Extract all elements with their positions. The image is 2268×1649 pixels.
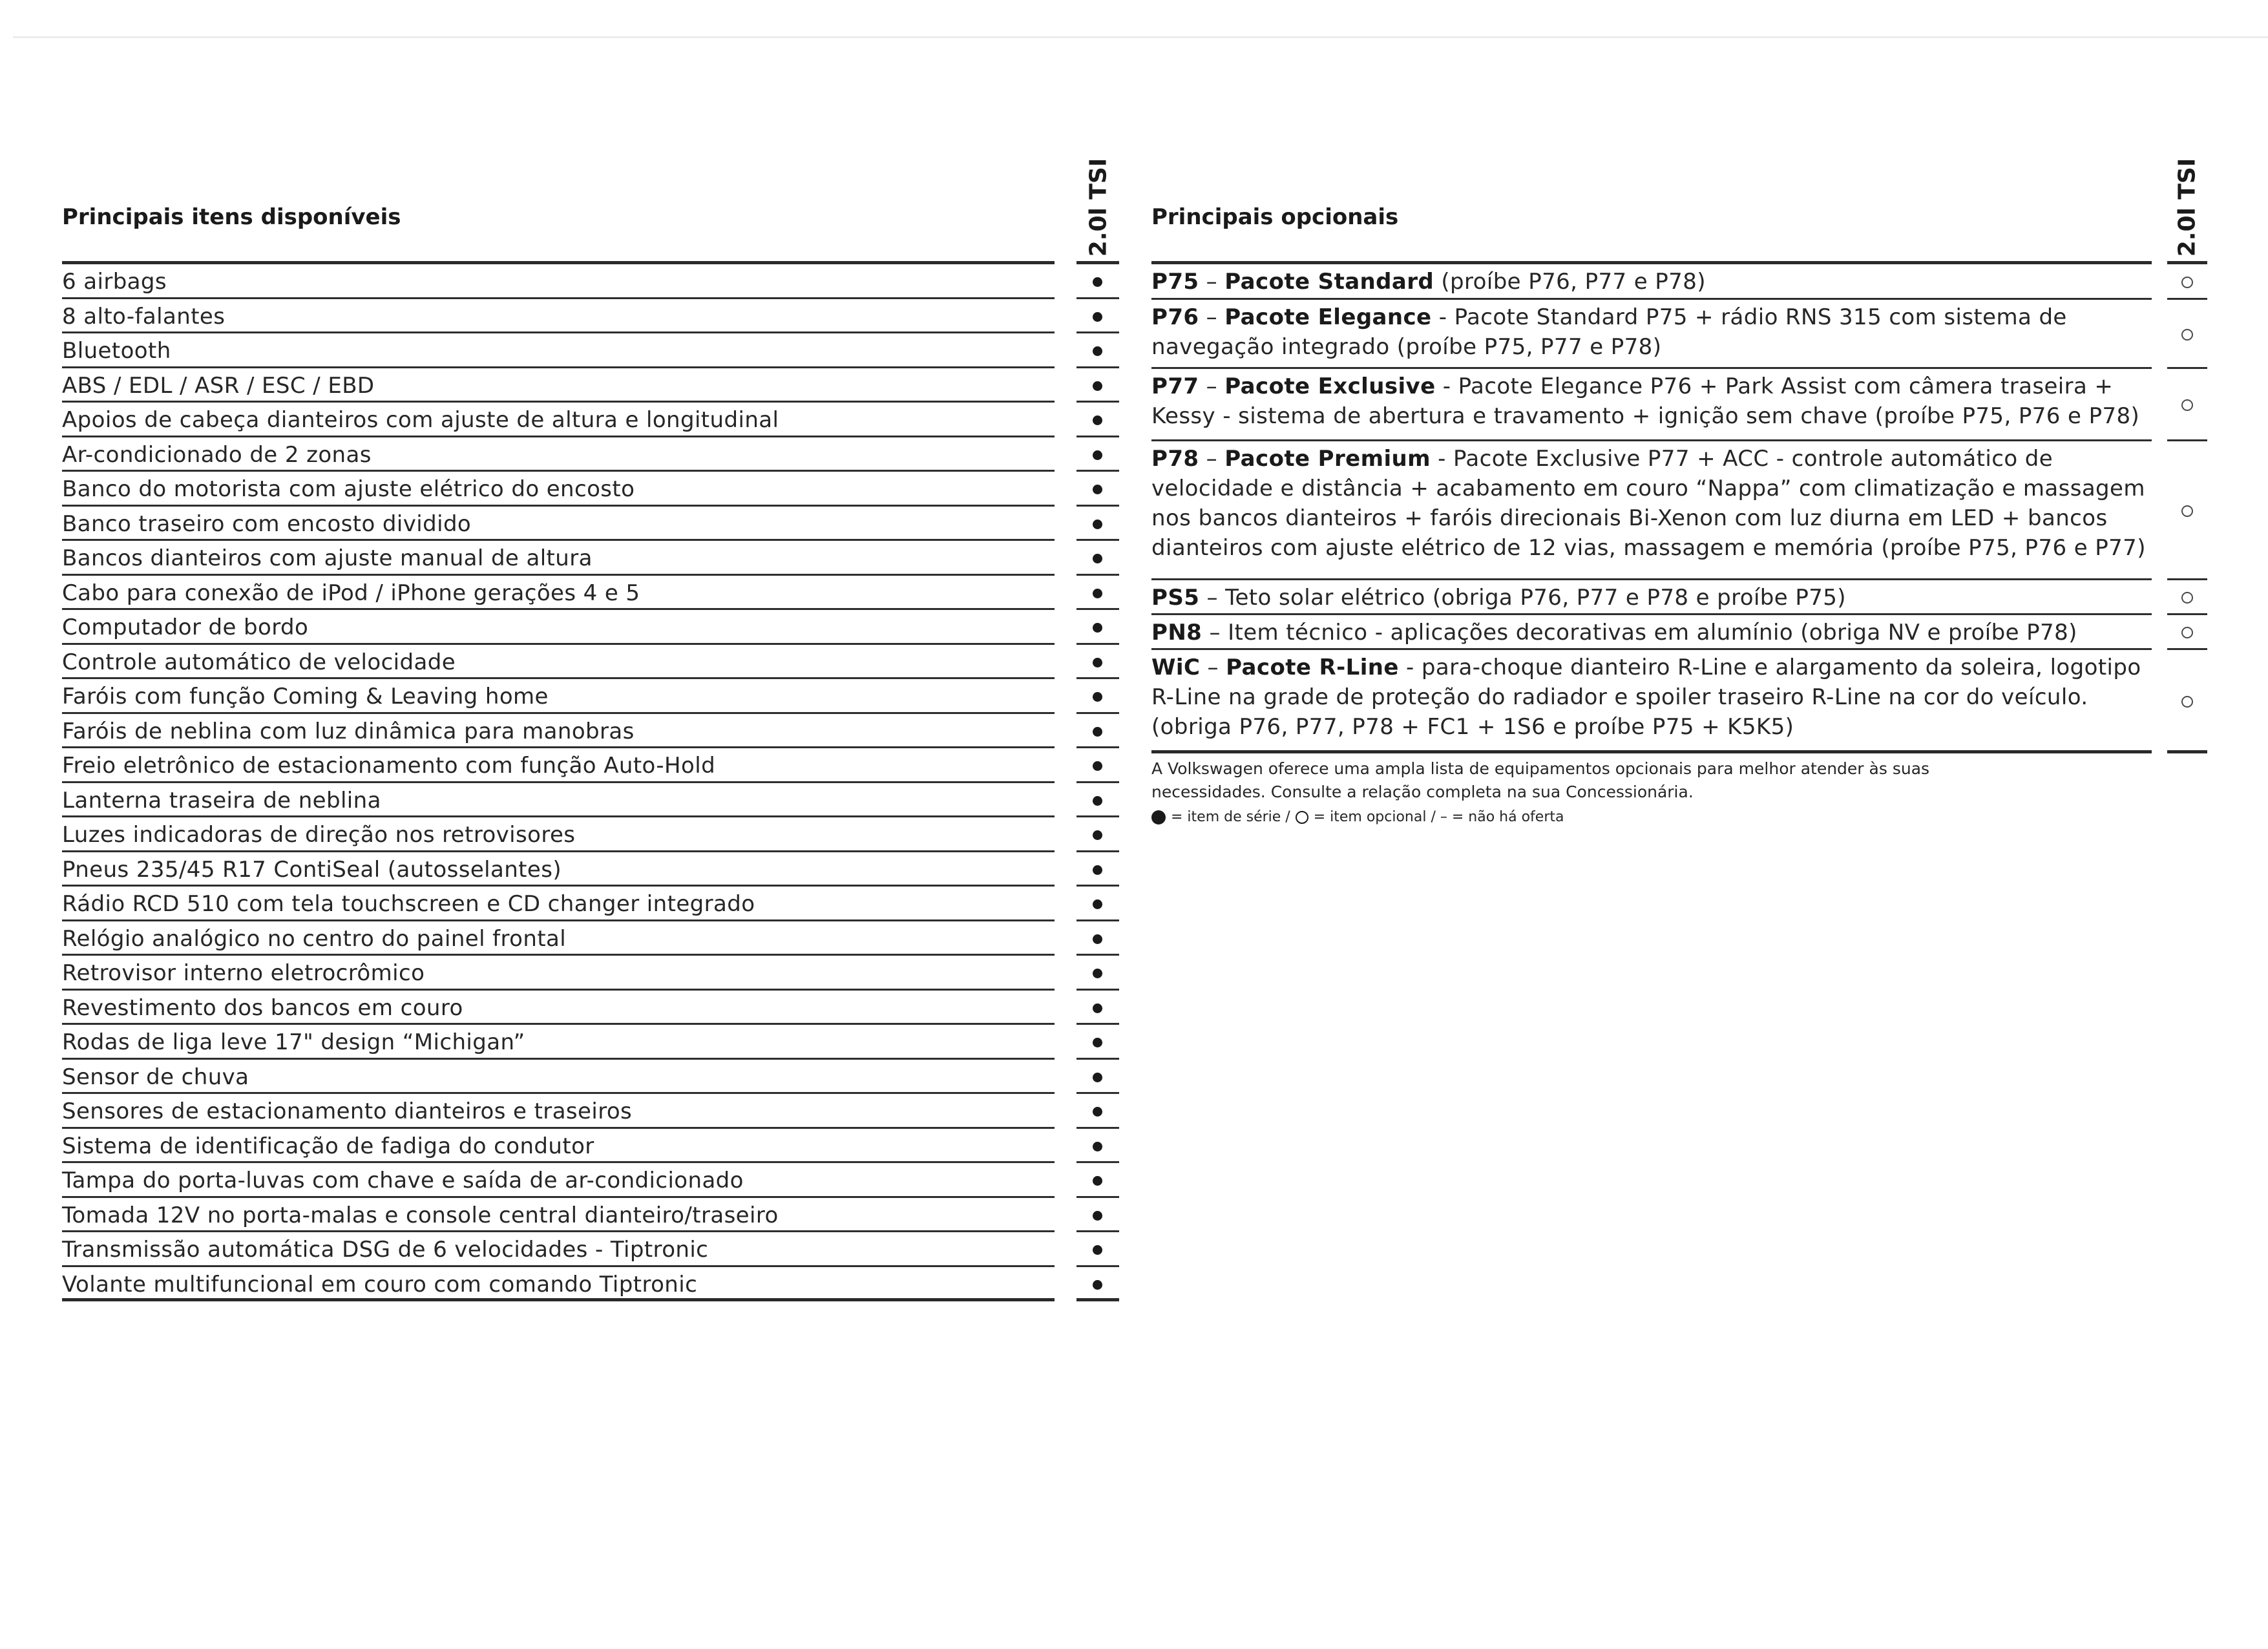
option-row bbox=[1151, 300, 2152, 369]
left-mark-cell bbox=[1076, 1025, 1119, 1060]
legend-optional-text: = item opcional / – = não há oferta bbox=[1313, 809, 1564, 825]
right-column-header bbox=[2168, 159, 2207, 256]
standard-dot-icon bbox=[1093, 415, 1102, 425]
left-item-row bbox=[62, 1025, 1055, 1060]
left-item-label: Banco traseiro com encosto dividido bbox=[62, 510, 472, 537]
left-item-row bbox=[62, 437, 1055, 472]
option-description: - Pacote Standard P75 + rádio RNS 315 com sistema de navegação integrado (proíbe P75, P77 e P78) bbox=[1151, 304, 2067, 360]
optional-ring-icon bbox=[2181, 696, 2193, 708]
option-description: - Pacote Elegance P76 + Park Assist com câmera traseira + Kessy - sistema de abertura e travamento + ignição sem chave (proíbe P75, P76 e P78) bbox=[1151, 373, 2140, 429]
option-code: P76 bbox=[1151, 304, 1199, 330]
left-item-label: Controle automático de velocidade bbox=[62, 649, 456, 675]
left-mark-cell bbox=[1076, 991, 1119, 1025]
option-mark-cell bbox=[2167, 580, 2207, 615]
option-row bbox=[1151, 615, 2152, 650]
left-mark-cell bbox=[1076, 921, 1119, 956]
legend bbox=[1151, 809, 1564, 825]
option-separator: – bbox=[1199, 269, 1225, 295]
standard-dot-icon bbox=[1093, 1245, 1102, 1255]
standard-dot-icon bbox=[1093, 1142, 1102, 1151]
left-mark-cell bbox=[1076, 368, 1119, 403]
left-item-row bbox=[62, 541, 1055, 576]
left-item-label: 8 alto-falantes bbox=[62, 303, 226, 330]
left-item-row bbox=[62, 610, 1055, 645]
left-item-row bbox=[62, 333, 1055, 368]
left-column-header-label: 2.0l TSI bbox=[1085, 158, 1112, 257]
left-mark-cell bbox=[1076, 1129, 1119, 1164]
left-item-row bbox=[62, 921, 1055, 956]
left-mark-cell bbox=[1076, 1163, 1119, 1198]
left-item-row bbox=[62, 714, 1055, 749]
left-mark-cell bbox=[1076, 610, 1119, 645]
option-text bbox=[1151, 369, 2152, 431]
standard-dot-icon bbox=[1093, 1176, 1102, 1186]
standard-dot-icon bbox=[1093, 761, 1102, 771]
standard-dot-icon bbox=[1093, 1107, 1102, 1117]
option-description: - para-choque dianteiro R-Line e alargamento da soleira, logotipo R-Line na grade de proteção do radiador e spoiler traseiro R-Line na cor do veículo. (obriga P76, P77, P78 + FC1 + 1S6 e proíbe P75 + K5K5) bbox=[1151, 655, 2141, 740]
left-item-label: Rádio RCD 510 com tela touchscreen e CD changer integrado bbox=[62, 891, 755, 917]
left-mark-cell bbox=[1076, 1060, 1119, 1095]
left-mark-cell bbox=[1076, 956, 1119, 991]
option-mark-cell bbox=[2167, 615, 2207, 650]
option-row bbox=[1151, 441, 2152, 580]
option-separator: – bbox=[1199, 373, 1225, 399]
right-items-list bbox=[1151, 264, 2152, 753]
footnote: A Volkswagen oferece uma ampla lista de equipamentos opcionais para melhor atender às suas necessidades. Consulte a relação completa na sua Concessionária. bbox=[1151, 759, 1930, 801]
right-marks-column bbox=[2167, 264, 2207, 753]
standard-dot-icon bbox=[1093, 1280, 1102, 1290]
left-item-label: Luzes indicadoras de direção nos retrovisores bbox=[62, 822, 576, 848]
optional-ring-icon bbox=[2181, 329, 2193, 341]
option-separator: – bbox=[1200, 655, 1226, 680]
left-item-label: Retrovisor interno eletrocrômico bbox=[62, 960, 425, 986]
left-item-row bbox=[62, 264, 1055, 299]
standard-dot-icon bbox=[1093, 1211, 1102, 1221]
left-item-row bbox=[62, 852, 1055, 887]
left-item-row bbox=[62, 368, 1055, 403]
left-mark-cell bbox=[1076, 333, 1119, 368]
left-mark-cell bbox=[1076, 1198, 1119, 1233]
option-description: Item técnico - aplicações decorativas em alumínio (obriga NV e proíbe P78) bbox=[1228, 620, 2077, 646]
left-item-row bbox=[62, 887, 1055, 921]
left-item-label: Rodas de liga leve 17" design “Michigan” bbox=[62, 1029, 525, 1055]
left-item-label: Sensor de chuva bbox=[62, 1064, 249, 1090]
left-mark-cell bbox=[1076, 748, 1119, 783]
option-mark-cell bbox=[2167, 264, 2207, 300]
option-package-name: Pacote Exclusive bbox=[1224, 373, 1436, 399]
left-item-label: Relógio analógico no centro do painel frontal bbox=[62, 925, 567, 952]
option-description: (proíbe P76, P77 e P78) bbox=[1434, 269, 1706, 295]
standard-dot-icon bbox=[1093, 692, 1102, 702]
option-text bbox=[1151, 441, 2152, 563]
standard-dot-icon bbox=[1093, 969, 1102, 978]
left-item-row bbox=[62, 956, 1055, 991]
left-item-row bbox=[62, 1267, 1055, 1302]
option-description: Teto solar elétrico (obriga P76, P77 e P78 e proíbe P75) bbox=[1225, 585, 1846, 611]
option-code: P78 bbox=[1151, 446, 1199, 472]
left-mark-cell bbox=[1076, 576, 1119, 611]
option-row bbox=[1151, 264, 2152, 300]
left-item-label: Tomada 12V no porta-malas e console central dianteiro/traseiro bbox=[62, 1202, 779, 1228]
legend-standard-dot-icon bbox=[1151, 810, 1166, 824]
left-item-label: Lanterna traseira de neblina bbox=[62, 787, 381, 814]
option-mark-cell bbox=[2167, 650, 2207, 753]
optional-ring-icon bbox=[2181, 399, 2193, 411]
standard-dot-icon bbox=[1093, 623, 1102, 633]
optional-ring-icon bbox=[2181, 592, 2193, 604]
optional-ring-icon bbox=[2181, 505, 2193, 517]
left-item-row bbox=[62, 403, 1055, 437]
left-item-label: Revestimento dos bancos em couro bbox=[62, 994, 463, 1021]
scan-top-edge bbox=[13, 36, 2268, 38]
standard-dot-icon bbox=[1093, 865, 1102, 875]
option-package-name: Pacote Premium bbox=[1224, 446, 1431, 472]
left-item-label: Ar-condicionado de 2 zonas bbox=[62, 441, 372, 468]
left-item-row bbox=[62, 645, 1055, 680]
option-separator: – bbox=[1199, 446, 1225, 472]
left-mark-cell bbox=[1076, 472, 1119, 507]
left-mark-cell bbox=[1076, 679, 1119, 714]
left-item-row bbox=[62, 1129, 1055, 1164]
left-mark-cell bbox=[1076, 1094, 1119, 1129]
standard-dot-icon bbox=[1093, 450, 1102, 460]
left-item-row bbox=[62, 1232, 1055, 1267]
option-row bbox=[1151, 650, 2152, 753]
right-section-title: Principais opcionais bbox=[1151, 204, 1399, 230]
option-description: - Pacote Exclusive P77 + ACC - controle automático de velocidade e distância + acabamento em couro “Nappa” com climatização e massagem nos bancos dianteiros + faróis direcionais Bi-Xenon com luz diurna em LED + bancos dianteiros com ajuste elétrico de 12 vias, massagem e memória (proíbe P75, P76 e P77) bbox=[1151, 446, 2146, 561]
left-mark-cell bbox=[1076, 264, 1119, 299]
option-separator: – bbox=[1199, 304, 1225, 330]
left-mark-cell bbox=[1076, 645, 1119, 680]
option-code: P75 bbox=[1151, 269, 1199, 295]
left-item-row bbox=[62, 679, 1055, 714]
standard-dot-icon bbox=[1093, 1038, 1102, 1047]
standard-dot-icon bbox=[1093, 796, 1102, 806]
right-column-header-label: 2.0l TSI bbox=[2174, 158, 2201, 257]
standard-dot-icon bbox=[1093, 727, 1102, 737]
left-item-row bbox=[62, 783, 1055, 818]
left-section-title: Principais itens disponíveis bbox=[62, 204, 401, 230]
left-item-label: Cabo para conexão de iPod / iPhone gerações 4 e 5 bbox=[62, 580, 640, 606]
left-item-label: Faróis com função Coming & Leaving home bbox=[62, 684, 549, 709]
option-text bbox=[1151, 615, 2152, 647]
standard-dot-icon bbox=[1093, 381, 1102, 391]
left-item-label: Transmissão automática DSG de 6 velocidades - Tiptronic bbox=[62, 1237, 709, 1263]
left-item-label: ABS / EDL / ASR / ESC / EBD bbox=[62, 372, 375, 399]
left-item-label: Banco do motorista com ajuste elétrico do encosto bbox=[62, 476, 635, 502]
option-code: PS5 bbox=[1151, 585, 1200, 611]
left-mark-cell bbox=[1076, 887, 1119, 921]
left-item-row bbox=[62, 1198, 1055, 1233]
standard-dot-icon bbox=[1093, 520, 1102, 529]
option-separator: – bbox=[1202, 620, 1228, 646]
option-row bbox=[1151, 369, 2152, 441]
left-item-row bbox=[62, 817, 1055, 852]
left-column-header bbox=[1079, 159, 1118, 256]
standard-dot-icon bbox=[1093, 1073, 1102, 1082]
standard-dot-icon bbox=[1093, 1003, 1102, 1013]
option-package-name: Pacote Elegance bbox=[1224, 304, 1432, 330]
option-package-name: Pacote Standard bbox=[1224, 269, 1434, 295]
left-mark-cell bbox=[1076, 714, 1119, 749]
left-item-label: Freio eletrônico de estacionamento com função Auto-Hold bbox=[62, 753, 716, 779]
left-item-label: Pneus 235/45 R17 ContiSeal (autosselantes) bbox=[62, 856, 562, 883]
standard-dot-icon bbox=[1093, 589, 1102, 598]
standard-dot-icon bbox=[1093, 554, 1102, 563]
option-row bbox=[1151, 580, 2152, 615]
optional-ring-icon bbox=[2181, 277, 2193, 288]
left-item-row bbox=[62, 576, 1055, 611]
standard-dot-icon bbox=[1093, 899, 1102, 909]
standard-dot-icon bbox=[1093, 934, 1102, 944]
left-mark-cell bbox=[1076, 817, 1119, 852]
left-item-row bbox=[62, 991, 1055, 1025]
left-item-label: Volante multifuncional em couro com comando Tiptronic bbox=[62, 1271, 698, 1297]
option-mark-cell bbox=[2167, 300, 2207, 369]
left-mark-cell bbox=[1076, 507, 1119, 541]
option-text bbox=[1151, 580, 2152, 613]
left-item-label: Bancos dianteiros com ajuste manual de altura bbox=[62, 545, 593, 571]
left-mark-cell bbox=[1076, 852, 1119, 887]
option-separator: – bbox=[1199, 585, 1226, 611]
left-item-label: Computador de bordo bbox=[62, 614, 309, 640]
left-mark-cell bbox=[1076, 403, 1119, 437]
left-item-row bbox=[62, 299, 1055, 334]
standard-dot-icon bbox=[1093, 277, 1102, 287]
left-mark-cell bbox=[1076, 437, 1119, 472]
left-item-label: 6 airbags bbox=[62, 269, 167, 295]
standard-dot-icon bbox=[1093, 830, 1102, 840]
left-item-row bbox=[62, 507, 1055, 541]
standard-dot-icon bbox=[1093, 312, 1102, 322]
left-item-label: Sensores de estacionamento dianteiros e traseiros bbox=[62, 1098, 633, 1124]
option-code: WiC bbox=[1151, 655, 1201, 680]
option-text bbox=[1151, 300, 2152, 362]
option-code: PN8 bbox=[1151, 620, 1202, 646]
option-package-name: Pacote R-Line bbox=[1226, 655, 1399, 680]
standard-dot-icon bbox=[1093, 658, 1102, 667]
option-code: P77 bbox=[1151, 373, 1199, 399]
left-item-label: Tampa do porta-luvas com chave e saída de ar-condicionado bbox=[62, 1168, 744, 1193]
standard-dot-icon bbox=[1093, 346, 1102, 356]
left-item-label: Faróis de neblina com luz dinâmica para manobras bbox=[62, 718, 635, 744]
left-item-row bbox=[62, 1060, 1055, 1095]
left-mark-cell bbox=[1076, 1232, 1119, 1267]
left-marks-column bbox=[1076, 264, 1119, 1301]
legend-standard-text: = item de série / bbox=[1171, 809, 1290, 825]
legend-optional-ring-icon bbox=[1296, 811, 1308, 824]
left-item-label: Bluetooth bbox=[62, 338, 171, 364]
left-item-label: Apoios de cabeça dianteiros com ajuste de altura e longitudinal bbox=[62, 407, 779, 433]
option-mark-cell bbox=[2167, 441, 2207, 580]
left-item-row bbox=[62, 1094, 1055, 1129]
left-item-label: Sistema de identificação de fadiga do condutor bbox=[62, 1133, 594, 1159]
left-item-row bbox=[62, 748, 1055, 783]
standard-dot-icon bbox=[1093, 485, 1102, 494]
option-mark-cell bbox=[2167, 369, 2207, 441]
left-item-row bbox=[62, 472, 1055, 507]
option-text bbox=[1151, 650, 2152, 742]
left-mark-cell bbox=[1076, 541, 1119, 576]
optional-ring-icon bbox=[2181, 627, 2193, 638]
left-mark-cell bbox=[1076, 1267, 1119, 1302]
left-mark-cell bbox=[1076, 783, 1119, 818]
left-items-list bbox=[62, 264, 1055, 1301]
left-item-row bbox=[62, 1163, 1055, 1198]
option-text bbox=[1151, 264, 2152, 297]
left-mark-cell bbox=[1076, 299, 1119, 334]
